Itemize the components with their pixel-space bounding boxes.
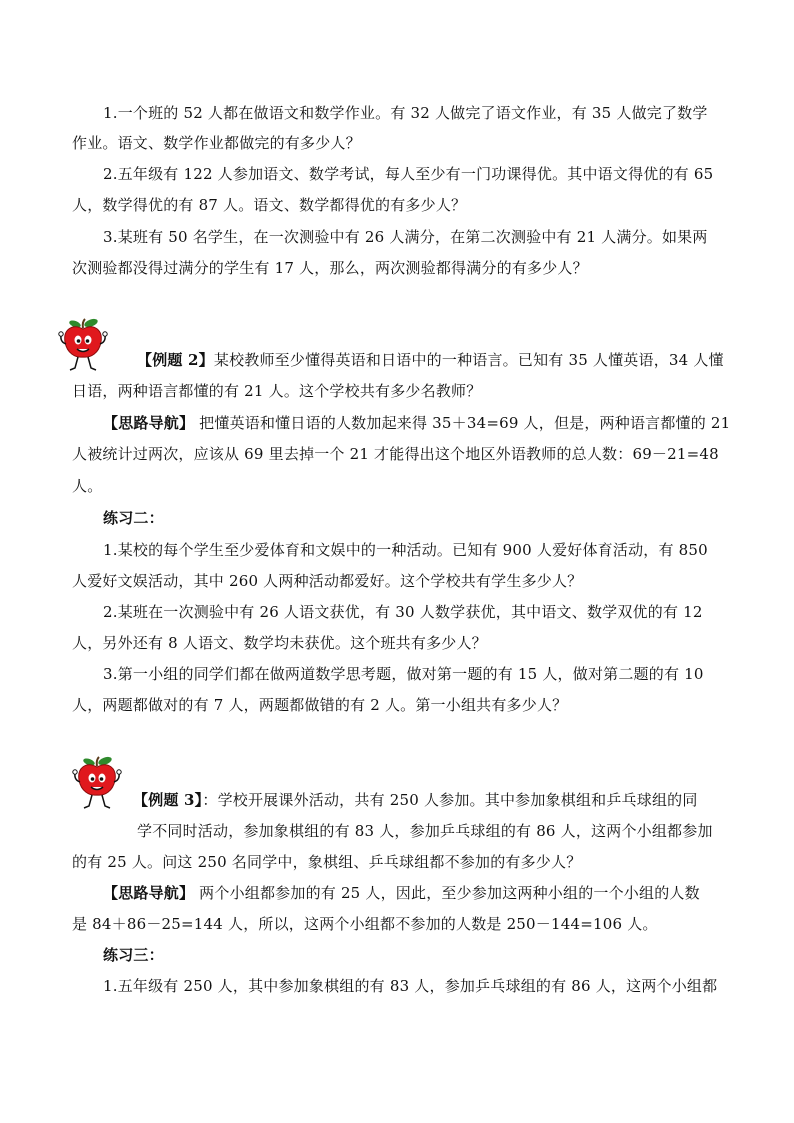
p2-q2-line1: 2.某班在一次测验中有 26 人语文获优，有 30 人数学获优，其中语文、数学双优的有 12 — [103, 603, 703, 621]
example2-tag: 【例题 2】 — [137, 351, 214, 369]
apple-mascot-icon — [72, 756, 122, 814]
example3-hint-text1: 两个小组都参加的有 25 人，因此，至少参加这两种小组的一个小组的人数 — [194, 884, 700, 902]
example3-line1 — [133, 790, 783, 810]
example3-hint-tag: 【思路导航】 — [103, 884, 195, 902]
example2-line2: 日语，两种语言都懂的有 21 人。这个学校共有多少名教师？ — [72, 382, 482, 400]
q2-text-line2: 人，数学得优的有 87 人。语文、数学都得优的有多少人？ — [72, 196, 467, 214]
p3-q1-line1: 1.五年级有 250 人，其中参加象棋组的有 83 人，参加乒乓球组的有 86 人，这两个小组都 — [103, 977, 718, 995]
example2-hint-text1: 把懂英语和懂日语的人数加起来得 35＋34=69 人，但是，两种语言都懂的 21 — [194, 414, 731, 432]
p2-q2-line2: 人，另外还有 8 人语文、数学均未获优。这个班共有多少人？ — [72, 634, 487, 652]
example2-hint-line1 — [103, 413, 753, 433]
q3-text-line1: 3.某班有 50 名学生，在一次测验中有 26 人满分，在第二次测验中有 21 人满分。如果两 — [103, 228, 708, 246]
p2-q1-line1: 1.某校的每个学生至少爱体育和文娱中的一种活动。已知有 900 人爱好体育活动，有 850 — [103, 541, 708, 559]
p2-q1-line2: 人爱好文娱活动，其中 260 人两种活动都爱好。这个学校共有学生多少人？ — [72, 572, 583, 590]
q3-text-line2: 次测验都没得过满分的学生有 17 人，那么，两次测验都得满分的有多少人？ — [72, 259, 588, 277]
example3-line2: 学不同时活动，参加象棋组的有 83 人，参加乒乓球组的有 86 人，这两个小组都参加 — [137, 822, 713, 840]
example2-hint-line3: 人。 — [72, 477, 103, 495]
example3-tag: 【例题 3】 — [133, 791, 203, 809]
example3-line3: 的有 25 人。问这 250 名同学中，象棋组、乒乓球组都不参加的有多少人？ — [72, 853, 582, 871]
practice3-title: 练习三： — [103, 946, 164, 964]
practice2-title: 练习二： — [103, 509, 164, 527]
q2-text-line1: 2.五年级有 122 人参加语文、数学考试，每人至少有一门功课得优。其中语文得优的有 65 — [103, 165, 714, 183]
example3-hint-line1 — [103, 883, 753, 903]
apple-mascot-icon — [58, 318, 108, 376]
example2-hint-line2: 人被统计过两次，应该从 69 里去掉一个 21 才能得出这个地区外语教师的总人数：69－21=48 — [72, 445, 719, 463]
p2-q3-line1: 3.第一小组的同学们都在做两道数学思考题，做对第一题的有 15 人，做对第二题的有 10 — [103, 665, 704, 683]
example2-hint-tag: 【思路导航】 — [103, 414, 195, 432]
example2-text1: 某校教师至少懂得英语和日语中的一种语言。已知有 35 人懂英语，34 人懂 — [213, 351, 724, 369]
example2-line1 — [137, 350, 787, 370]
q1-text-line1: 1.一个班的 52 人都在做语文和数学作业。有 32 人做完了语文作业，有 35 人做完了数学 — [103, 104, 708, 122]
p2-q3-line2: 人，两题都做对的有 7 人，两题都做错的有 2 人。第一小组共有多少人？ — [72, 696, 568, 714]
q1-text-line2: 作业。语文、数学作业都做完的有多少人？ — [72, 134, 361, 152]
example3-hint-line2: 是 84＋86－25=144 人，所以，这两个小组都不参加的人数是 250－144=106 人。 — [72, 915, 658, 933]
example3-text1: ：学校开展课外活动，共有 250 人参加。其中参加象棋组和乒乓球组的同 — [202, 791, 698, 809]
